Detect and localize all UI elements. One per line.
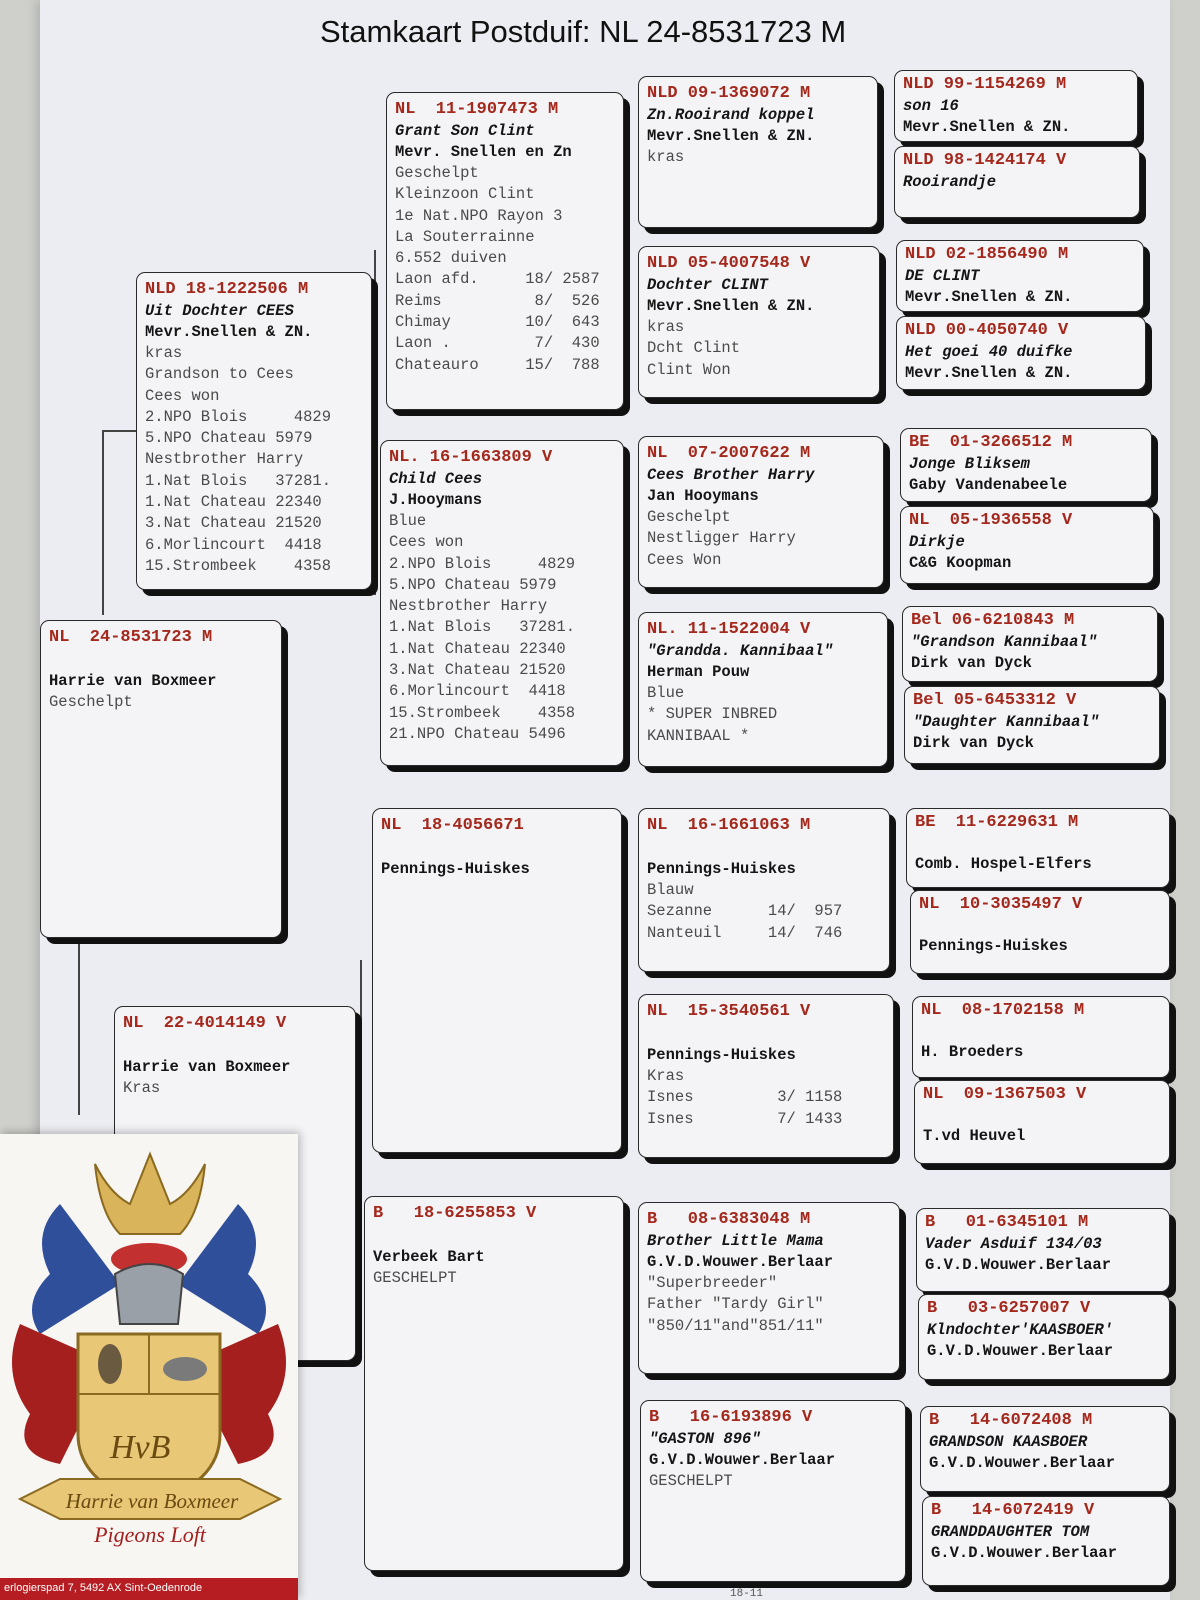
info-line: Blue xyxy=(647,684,685,702)
ring-number: NL 22-4014149 V xyxy=(123,1014,287,1033)
owner: Pennings-Huiskes xyxy=(919,937,1068,955)
pigeon-card-g4-12[interactable] xyxy=(914,1080,1170,1164)
info-line: Nestbrother Harry xyxy=(145,450,304,469)
owner: Mevr.Snellen & ZN. xyxy=(905,364,1073,382)
ring-number: NLD 18-1222506 M xyxy=(145,280,309,299)
info-line: Nanteuil 14/ 746 xyxy=(647,923,843,942)
ring-number: NL 05-1936558 V xyxy=(909,511,1073,530)
pigeon-card-dss[interactable] xyxy=(638,808,890,972)
info-line: 5.NPO Chateau 5979 xyxy=(145,429,313,448)
info-line: 3.Nat Chateau 21520 xyxy=(145,514,322,533)
pigeon-card-g4-7[interactable] xyxy=(902,606,1158,682)
pigeon-name: "Grandson Kannibaal" xyxy=(911,633,1098,651)
pigeon-card-g4-9[interactable] xyxy=(906,808,1170,888)
pigeon-card-dam-sire[interactable] xyxy=(372,808,622,1153)
info-line: 1.Nat Chateau 22340 xyxy=(389,639,566,658)
info-line: * SUPER INBRED xyxy=(647,705,778,724)
ring-number: NL 15-3540561 V xyxy=(647,1002,811,1021)
info-line: Geschelpt xyxy=(49,693,133,711)
pigeon-name: Cees Brother Harry xyxy=(647,466,815,484)
connector xyxy=(78,935,80,1115)
pigeon-card-ssd[interactable] xyxy=(638,246,880,398)
ring-number: NL. 11-1522004 V xyxy=(647,620,811,639)
info-line: 1.Nat Blois 37281. xyxy=(389,618,576,637)
ring-number: NL 18-4056671 xyxy=(381,816,524,835)
info-line: Nestbrother Harry xyxy=(389,597,548,616)
info-line: Sezanne 14/ 957 xyxy=(647,902,843,921)
owner: Harrie van Boxmeer xyxy=(49,672,217,690)
info-line: Dcht Clint xyxy=(647,339,741,358)
ring-number: B 18-6255853 V xyxy=(373,1204,537,1223)
pigeon-name: GRANDDAUGHTER TOM xyxy=(931,1523,1090,1541)
owner: G.V.D.Wouwer.Berlaar xyxy=(647,1253,834,1271)
info-line: Geschelpt xyxy=(647,508,731,526)
owner: Jan Hooymans xyxy=(647,487,759,505)
ring-number: NLD 02-1856490 M xyxy=(905,245,1069,264)
pigeon-card-g4-2[interactable] xyxy=(894,146,1140,218)
ring-number: B 01-6345101 M xyxy=(925,1213,1089,1232)
pigeon-card-g4-1[interactable] xyxy=(894,70,1138,142)
ring-number: NLD 98-1424174 V xyxy=(903,151,1067,170)
owner: Mevr.Snellen & ZN. xyxy=(905,288,1073,306)
ring-number: NLD 00-4050740 V xyxy=(905,321,1069,340)
ring-number: B 16-6193896 V xyxy=(649,1408,813,1427)
ring-number: NLD 99-1154269 M xyxy=(903,75,1067,94)
pigeon-name: son 16 xyxy=(903,97,959,115)
info-line: Cees won xyxy=(389,533,464,552)
pigeon-card-sds[interactable] xyxy=(638,436,884,588)
pigeon-card-sire-dam[interactable] xyxy=(380,440,624,766)
ring-number: BE 11-6229631 M xyxy=(915,813,1079,832)
info-line: 1e Nat.NPO Rayon 3 xyxy=(395,206,563,225)
pigeon-name: GRANDSON KAASBOER xyxy=(929,1433,1088,1451)
pigeon-card-main[interactable] xyxy=(40,620,282,938)
ring-number: NL 10-3035497 V xyxy=(919,895,1083,914)
ring-number: B 08-6383048 M xyxy=(647,1210,811,1229)
pigeon-card-g4-8[interactable] xyxy=(904,686,1160,764)
info-line: 1.Nat Blois 37281. xyxy=(145,471,332,490)
ring-number: NL 08-1702158 M xyxy=(921,1001,1085,1020)
owner: Mevr.Snellen & ZN. xyxy=(903,118,1071,136)
owner: Pennings-Huiskes xyxy=(381,860,530,878)
owner: T.vd Heuvel xyxy=(923,1127,1026,1145)
info-line: Nestligger Harry xyxy=(647,529,796,548)
ring-number: Bel 06-6210843 M xyxy=(911,611,1075,630)
ring-number: B 03-6257007 V xyxy=(927,1299,1091,1318)
info-line: 6.552 duiven xyxy=(395,249,507,268)
pigeon-card-g4-3[interactable] xyxy=(896,240,1144,312)
pigeon-card-g4-16[interactable] xyxy=(922,1496,1170,1586)
info-line: Isnes 3/ 1158 xyxy=(647,1088,843,1107)
info-line: Cees Won xyxy=(647,550,722,569)
pigeon-card-ddd[interactable] xyxy=(640,1400,906,1582)
info-line: Clint Won xyxy=(647,360,731,379)
info-line: 6.Morlincourt 4418 xyxy=(389,682,566,701)
owner: Comb. Hospel-Elfers xyxy=(915,855,1092,873)
pigeon-name: Rooirandje xyxy=(903,173,997,191)
info-line: Blauw xyxy=(647,881,694,899)
owner: Mevr.Snellen & ZN. xyxy=(647,297,815,315)
owner: Pennings-Huiskes xyxy=(647,1046,796,1064)
info-line: kras xyxy=(145,344,183,362)
info-line: Blue xyxy=(389,512,427,530)
pigeon-name: Vader Asduif 134/03 xyxy=(925,1235,1102,1253)
info-line: 3.Nat Chateau 21520 xyxy=(389,661,566,680)
owner: G.V.D.Wouwer.Berlaar xyxy=(649,1451,836,1469)
ring-number: NL 24-8531723 M xyxy=(49,628,213,647)
pigeon-card-dam-dam[interactable] xyxy=(364,1196,624,1571)
ring-number: B 14-6072408 M xyxy=(929,1411,1093,1430)
owner: C&G Koopman xyxy=(909,554,1012,572)
owner: G.V.D.Wouwer.Berlaar xyxy=(925,1256,1112,1274)
info-line: 5.NPO Chateau 5979 xyxy=(389,575,557,594)
ring-number: NL 07-2007622 M xyxy=(647,444,811,463)
info-line: 21.NPO Chateau 5496 xyxy=(389,724,566,743)
owner: G.V.D.Wouwer.Berlaar xyxy=(927,1342,1114,1360)
info-line: GESCHELPT xyxy=(373,1269,457,1287)
ring-number: B 14-6072419 V xyxy=(931,1501,1095,1520)
info-line: GESCHELPT xyxy=(649,1472,733,1490)
pigeon-card-dds[interactable] xyxy=(638,1202,900,1374)
ring-number: Bel 05-6453312 V xyxy=(913,691,1077,710)
pigeon-name: Dochter CLINT xyxy=(647,276,768,294)
pigeon-name: Klndochter'KAASBOER' xyxy=(927,1321,1114,1339)
page-title: Stamkaart Postduif: NL 24-8531723 M xyxy=(320,14,847,49)
owner: Dirk van Dyck xyxy=(913,734,1034,752)
connector xyxy=(360,960,362,1290)
pigeon-card-sire[interactable] xyxy=(136,272,372,590)
ring-number: NL 16-1661063 M xyxy=(647,816,811,835)
pigeon-name: Het goei 40 duifke xyxy=(905,343,1073,361)
info-line: 6.Morlincourt 4418 xyxy=(145,535,322,554)
info-line: "850/11"and"851/11" xyxy=(647,1316,824,1335)
info-line: kras xyxy=(647,148,685,166)
info-line: 2.NPO Blois 4829 xyxy=(389,554,576,573)
pigeon-card-g4-14[interactable] xyxy=(918,1294,1170,1380)
pigeon-card-g4-5[interactable] xyxy=(900,428,1152,502)
pigeon-card-sss[interactable] xyxy=(638,76,878,228)
loft-logo-card xyxy=(0,1134,298,1600)
ring-number: BE 01-3266512 M xyxy=(909,433,1073,452)
owner: Harrie van Boxmeer xyxy=(123,1058,291,1076)
owner: Dirk van Dyck xyxy=(911,654,1032,672)
pigeon-name: Uit Dochter CEES xyxy=(145,302,294,320)
pigeon-name: Grant Son Clint xyxy=(395,122,535,140)
pigeon-name: Dirkje xyxy=(909,533,965,551)
info-line: 2.NPO Blois 4829 xyxy=(145,407,332,426)
pigeon-card-g4-11[interactable] xyxy=(912,996,1170,1078)
info-line: kras xyxy=(647,318,685,336)
info-line: Cees won xyxy=(145,386,220,405)
ring-number: NLD 09-1369072 M xyxy=(647,84,811,103)
info-line: Father "Tardy Girl" xyxy=(647,1295,824,1314)
pigeon-name: Child Cees xyxy=(389,470,483,488)
owner: Pennings-Huiskes xyxy=(647,860,796,878)
info-line: Chimay 10/ 643 xyxy=(395,313,600,332)
pigeon-card-sdd[interactable] xyxy=(638,612,888,767)
info-line: 1.Nat Chateau 22340 xyxy=(145,493,322,512)
connector xyxy=(102,430,104,615)
info-line: Laon afd. 18/ 2587 xyxy=(395,270,600,289)
info-line: 15.Strombeek 4358 xyxy=(145,556,332,575)
owner: Mevr.Snellen & ZN. xyxy=(145,323,313,341)
pigeon-name: Jonge Bliksem xyxy=(909,455,1030,473)
ring-number: NL. 16-1663809 V xyxy=(389,448,553,467)
connector xyxy=(374,250,376,595)
info-line: Geschelpt xyxy=(395,164,479,182)
owner: Herman Pouw xyxy=(647,663,750,681)
owner: H. Broeders xyxy=(921,1043,1024,1061)
info-line: 15.Strombeek 4358 xyxy=(389,703,576,722)
info-line: Grandson to Cees xyxy=(145,365,294,384)
owner: Gaby Vandenabeele xyxy=(909,476,1068,494)
ring-number: NL 09-1367503 V xyxy=(923,1085,1087,1104)
owner: Verbeek Bart xyxy=(373,1248,485,1266)
info-line: Isnes 7/ 1433 xyxy=(647,1109,843,1128)
info-line: Kras xyxy=(123,1079,161,1097)
pigeon-card-g4-4[interactable] xyxy=(896,316,1146,390)
logo-banner-text: Harrie van Boxmeer xyxy=(65,1489,239,1513)
owner: Mevr.Snellen & ZN. xyxy=(647,127,815,145)
pigeon-card-sire-sire[interactable] xyxy=(386,92,624,410)
pigeon-card-g4-6[interactable] xyxy=(900,506,1154,584)
logo-address: erlogierspad 7, 5492 AX Sint-Oedenrode xyxy=(4,1582,203,1594)
owner: G.V.D.Wouwer.Berlaar xyxy=(929,1454,1116,1472)
info-line: La Souterrainne xyxy=(395,227,535,246)
pigeon-card-g4-13[interactable] xyxy=(916,1208,1170,1292)
owner: G.V.D.Wouwer.Berlaar xyxy=(931,1544,1118,1562)
info-line: "Superbreeder" xyxy=(647,1274,778,1292)
logo-address-bar xyxy=(0,1578,298,1600)
logo-subtitle: Pigeons Loft xyxy=(94,1522,206,1547)
pigeon-name: Brother Little Mama xyxy=(647,1232,824,1250)
info-line: Reims 8/ 526 xyxy=(395,291,600,310)
connector xyxy=(102,430,136,432)
info-line: KANNIBAAL * xyxy=(647,726,750,745)
ring-number: NL 11-1907473 M xyxy=(395,100,559,119)
pigeon-name: DE CLINT xyxy=(905,267,980,285)
info-line: Kras xyxy=(647,1067,685,1085)
info-line: Laon . 7/ 430 xyxy=(395,334,600,353)
pigeon-card-g4-15[interactable] xyxy=(920,1406,1170,1492)
footer-text: 18-11 xyxy=(730,1588,764,1600)
info-line: Kleinzoon Clint xyxy=(395,185,535,204)
pigeon-card-g4-10[interactable] xyxy=(910,890,1170,974)
ring-number: NLD 05-4007548 V xyxy=(647,254,811,273)
owner: Mevr. Snellen en Zn xyxy=(395,143,572,161)
info-line: Chateauro 15/ 788 xyxy=(395,355,600,374)
pigeon-name: "Grandda. Kannibaal" xyxy=(647,642,834,660)
pigeon-name: "Daughter Kannibaal" xyxy=(913,713,1100,731)
pigeon-name: Zn.Rooirand koppel xyxy=(647,106,815,124)
logo-monogram: HvB xyxy=(110,1429,171,1466)
owner: J.Hooymans xyxy=(389,491,483,509)
pigeon-name: "GASTON 896" xyxy=(649,1430,761,1448)
pigeon-card-dsd[interactable] xyxy=(638,994,894,1158)
